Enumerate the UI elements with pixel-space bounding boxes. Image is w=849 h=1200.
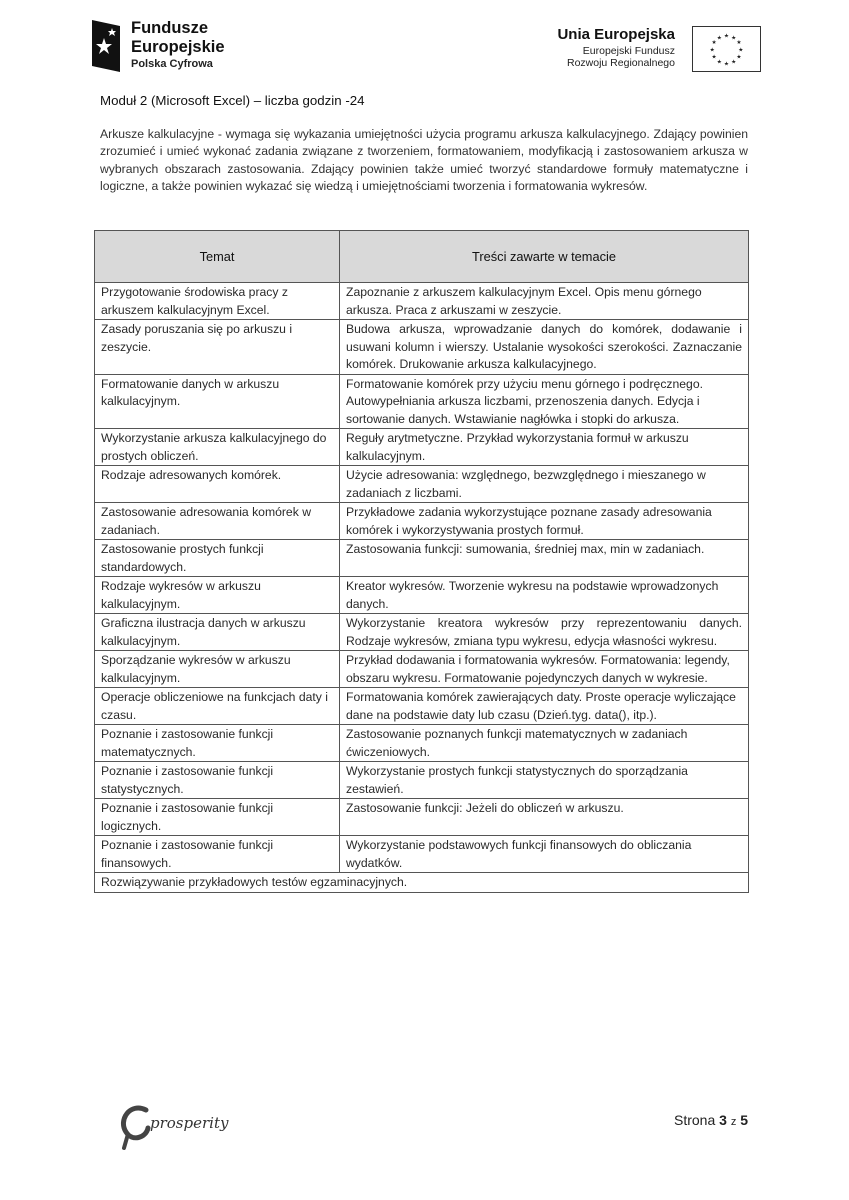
content-cell: Wykorzystanie podstawowych funkcji finansowych do obliczania wydatków. xyxy=(340,836,749,873)
content-cell: Wykorzystanie prostych funkcji statystycznych do sporządzania zestawień. xyxy=(340,762,749,799)
svg-text:★: ★ xyxy=(711,40,717,47)
content-cell: Formatowanie komórek przy użyciu menu górnego i podręcznego. Autowypełniania arkusza liczbami, przenoszenia danych. Edycja i sortowanie danych. Wstawianie nagłówka i stopki do arkusza. xyxy=(340,374,749,429)
topic-cell: Poznanie i zastosowanie funkcji finansowych. xyxy=(95,836,340,873)
svg-text:★: ★ xyxy=(731,35,737,42)
eu-flag-icon xyxy=(692,26,761,72)
content-cell: Zastosowanie funkcji: Jeżeli do obliczeń w arkuszu. xyxy=(340,799,749,836)
topic-cell: Zastosowanie adresowania komórek w zadaniach. xyxy=(95,503,340,540)
topic-cell: Sporządzanie wykresów w arkuszu kalkulacyjnym. xyxy=(95,651,340,688)
content-cell: Zapoznanie z arkuszem kalkulacyjnym Excel. Opis menu górnego arkusza. Praca z arkuszami w zeszycie. xyxy=(340,283,749,320)
topics-table xyxy=(94,230,749,893)
topic-cell: Operacje obliczeniowe na funkcjach daty i czasu. xyxy=(95,688,340,725)
content-cell: Reguły arytmetyczne. Przykład wykorzystania formuł w arkuszu kalkulacyjnym. xyxy=(340,429,749,466)
fe-logo-line3: Polska Cyfrowa xyxy=(131,58,213,70)
table-row xyxy=(95,614,749,651)
content-cell: Przykładowe zadania wykorzystujące poznane zasady adresowania komórek i wykorzystywania prostych formuł. xyxy=(340,503,749,540)
topic-cell: Rodzaje wykresów w arkuszu kalkulacyjnym. xyxy=(95,577,340,614)
eu-logo-line1: Unia Europejska xyxy=(557,26,675,43)
content-cell: Budowa arkusza, wprowadzanie danych do komórek, dodawanie i usuwani kolumn i wierszy. Ustalanie wysokości szerokości. Zaznaczanie komórek. Drukowanie arkusza kalkulacyjnego. xyxy=(340,320,749,375)
svg-text:★: ★ xyxy=(736,40,742,47)
table-row xyxy=(95,577,749,614)
page-total: 5 xyxy=(740,1112,748,1128)
table-header-row xyxy=(95,231,749,283)
fundusze-europejskie-logo xyxy=(86,16,256,78)
table-row xyxy=(95,762,749,799)
prosperity-text: prosperity xyxy=(150,1114,229,1132)
table-row xyxy=(95,540,749,577)
final-row-cell: Rozwiązywanie przykładowych testów egzaminacyjnych. xyxy=(95,873,749,893)
svg-text:★: ★ xyxy=(731,59,737,66)
content-cell: Zastosowanie poznanych funkcji matematycznych w zadaniach ćwiczeniowych. xyxy=(340,725,749,762)
table-row xyxy=(95,320,749,375)
content-cell: Przykład dodawania i formatowania wykresów. Formatowania: legendy, obszaru wykresu. Formatowanie pojedynczych danych w wykresie. xyxy=(340,651,749,688)
svg-text:★: ★ xyxy=(716,35,722,42)
page-sep: z xyxy=(730,1116,737,1128)
prosperity-logo xyxy=(116,1098,238,1150)
eu-logo-line3: Rozwoju Regionalnego xyxy=(567,57,675,70)
table-row xyxy=(95,503,749,540)
table-row xyxy=(95,836,749,873)
page-label: Strona xyxy=(673,1112,716,1128)
table-row xyxy=(95,651,749,688)
eu-logo xyxy=(549,26,761,72)
intro-paragraph: Arkusze kalkulacyjne - wymaga się wykazania umiejętności użycia programu arkusza kalkulacyjnego. Zdający powinien zrozumieć i umieć wykonać zadania związane z tworzeniem, formatowaniem, modyfikacją i zastosowaniem arkusza w wybranych obszarach zastosowania. Zdający powinien także umieć tworzyć standardowe formuły matematyczne i logiczne, a także powinien wykazać się wiedzą i umiejętnościami tworzenia i formatowania wykresów. xyxy=(100,127,748,193)
header-content: Treści zawarte w temacie xyxy=(340,231,749,283)
svg-text:★: ★ xyxy=(723,33,730,40)
table-row xyxy=(95,466,749,503)
table-row xyxy=(95,799,749,836)
topic-cell: Poznanie i zastosowanie funkcji statystycznych. xyxy=(95,762,340,799)
table-row xyxy=(95,283,749,320)
svg-text:★: ★ xyxy=(723,61,730,68)
topic-cell: Zasady poruszania się po arkuszu i zeszycie. xyxy=(95,320,340,375)
fe-logo-line2: Europejskie xyxy=(131,37,225,56)
table-row xyxy=(95,374,749,429)
table-row xyxy=(95,688,749,725)
content-cell: Użycie adresowania: względnego, bezwzględnego i mieszanego w zadaniach z liczbami. xyxy=(340,466,749,503)
topic-cell: Poznanie i zastosowanie funkcji matematycznych. xyxy=(95,725,340,762)
eu-logo-line2: Europejski Fundusz xyxy=(582,45,675,58)
table-row xyxy=(95,725,749,762)
svg-text:★: ★ xyxy=(736,54,742,61)
topic-cell: Graficzna ilustracja danych w arkuszu kalkulacyjnym. xyxy=(95,614,340,651)
table-row-final xyxy=(95,873,749,893)
topic-cell: Rodzaje adresowanych komórek. xyxy=(95,466,340,503)
content-cell: Zastosowania funkcji: sumowania, średniej max, min w zadaniach. xyxy=(340,540,749,577)
svg-text:★: ★ xyxy=(711,54,717,61)
fe-logo-line1: Fundusze xyxy=(131,19,208,37)
header-topic: Temat xyxy=(95,231,340,283)
module-title: Moduł 2 (Microsoft Excel) – liczba godzin -24 xyxy=(100,93,365,108)
topic-cell: Wykorzystanie arkusza kalkulacyjnego do prostych obliczeń. xyxy=(95,429,340,466)
page-number xyxy=(674,1112,748,1128)
topic-cell: Zastosowanie prostych funkcji standardowych. xyxy=(95,540,340,577)
svg-text:★: ★ xyxy=(738,47,744,54)
topic-cell: Poznanie i zastosowanie funkcji logicznych. xyxy=(95,799,340,836)
fe-star-icon xyxy=(86,16,126,76)
svg-text:★: ★ xyxy=(716,59,722,66)
svg-text:★: ★ xyxy=(709,47,715,54)
page-current: 3 xyxy=(719,1112,727,1128)
content-cell: Formatowania komórek zawierających daty. Proste operacje wyliczające dane na podstawie daty lub czasu (Dzień.tyg. data(), itp.). xyxy=(340,688,749,725)
topic-cell: Przygotowanie środowiska pracy z arkuszem kalkulacyjnym Excel. xyxy=(95,283,340,320)
topic-cell: Formatowanie danych w arkuszu kalkulacyjnym. xyxy=(95,374,340,429)
content-cell: Kreator wykresów. Tworzenie wykresu na podstawie wprowadzonych danych. xyxy=(340,577,749,614)
content-cell: Wykorzystanie kreatora wykresów przy reprezentowaniu danych. Rodzaje wykresów, zmiana typu wykresu, edycja własności wykresu. xyxy=(340,614,749,651)
table-row xyxy=(95,429,749,466)
